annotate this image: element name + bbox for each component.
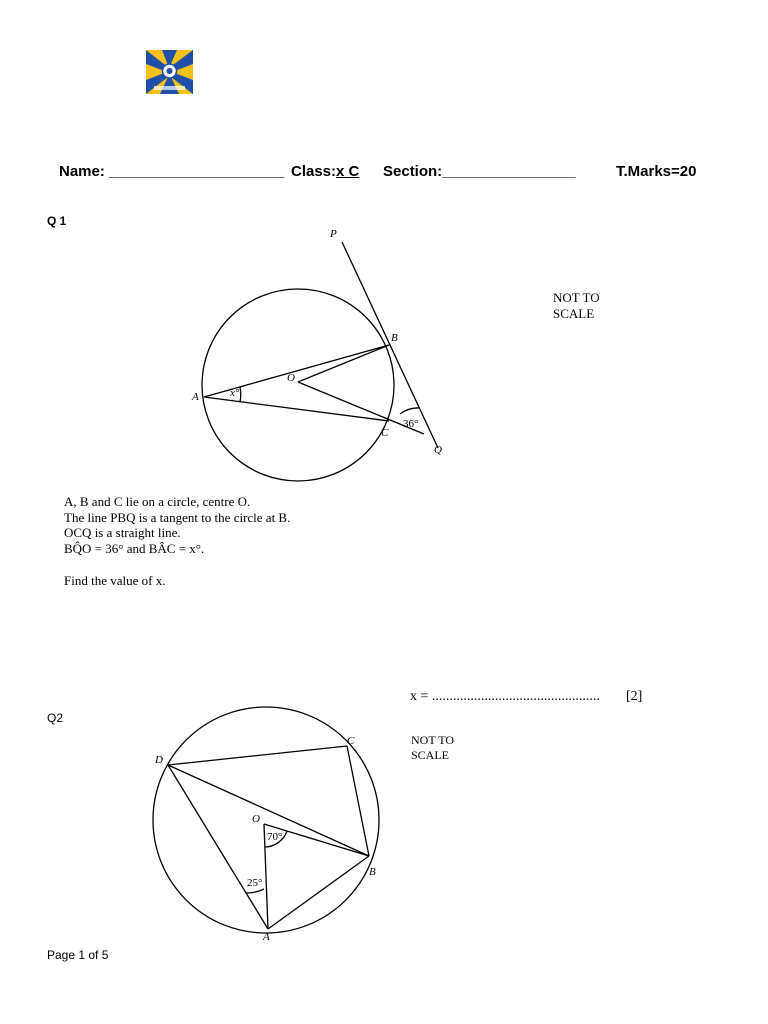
q1-point-p: P [330, 228, 337, 240]
q1-angle-x-arc [240, 387, 241, 402]
q2-circle [153, 707, 379, 933]
q2-point-o: O [252, 813, 260, 825]
q2-chord-da [168, 765, 268, 929]
class-value: x C [336, 163, 360, 180]
q2-not-to-scale-line2: SCALE [411, 748, 450, 762]
q2-point-b: B [369, 866, 376, 878]
class-field [291, 163, 359, 180]
class-label: Class: [291, 163, 337, 180]
q1-chord-ac [204, 397, 389, 421]
q1-angle-x: x° [230, 387, 240, 399]
q2-angle-25-arc [246, 889, 264, 893]
q1-angle-36-arc [400, 408, 420, 414]
q1-label: Q 1 [47, 214, 67, 228]
q1-circle [202, 289, 394, 481]
q1-prompt: Find the value of x. [64, 573, 166, 588]
q2-not-to-scale-line1: NOT TO [411, 733, 455, 747]
total-marks: T.Marks=20 [616, 163, 697, 180]
q2-not-to-scale [411, 733, 454, 763]
q1-text-line: OCQ is a straight line. [64, 525, 181, 540]
q1-answer-line[interactable]: x = ................................................ [410, 689, 600, 704]
q1-not-to-scale-line1: NOT TO [553, 290, 600, 305]
school-logo [146, 50, 193, 94]
q2-point-a: A [263, 931, 270, 943]
q2-angle-70: 70° [267, 831, 283, 843]
q1-point-c: C [381, 427, 389, 439]
q2-label: Q2 [47, 711, 64, 725]
section-field: Section:________________ [383, 163, 576, 180]
q1-text [64, 494, 290, 556]
q2-chord-cb [347, 746, 369, 856]
q2-chord-ab [268, 856, 369, 929]
page-number: Page 1 of 5 [47, 948, 109, 962]
q1-point-o: O [287, 372, 295, 384]
q1-point-b: B [391, 332, 398, 344]
q1-not-to-scale [553, 290, 600, 322]
q1-point-a: A [192, 391, 199, 403]
q1-radius-ob [298, 345, 389, 382]
q2-point-d: D [155, 754, 163, 766]
q2-chord-dc [168, 746, 347, 765]
q1-text-line: The line PBQ is a tangent to the circle at B. [64, 509, 291, 525]
q2-point-c: C [347, 735, 355, 747]
q1-text-line: A, B and C lie on a circle, centre O. [64, 494, 251, 509]
q1-point-q: Q [434, 444, 442, 456]
q1-not-to-scale-line2: SCALE [553, 306, 595, 321]
q1-text-line: BQ̂O = 36° and BÂC = x°. [64, 540, 205, 556]
q1-marks: [2] [626, 689, 643, 704]
q2-angle-25: 25° [247, 877, 263, 889]
q1-tangent-pbq [342, 242, 438, 448]
q1-angle-36: 36° [403, 418, 419, 430]
name-field: Name: _____________________ [59, 163, 285, 180]
